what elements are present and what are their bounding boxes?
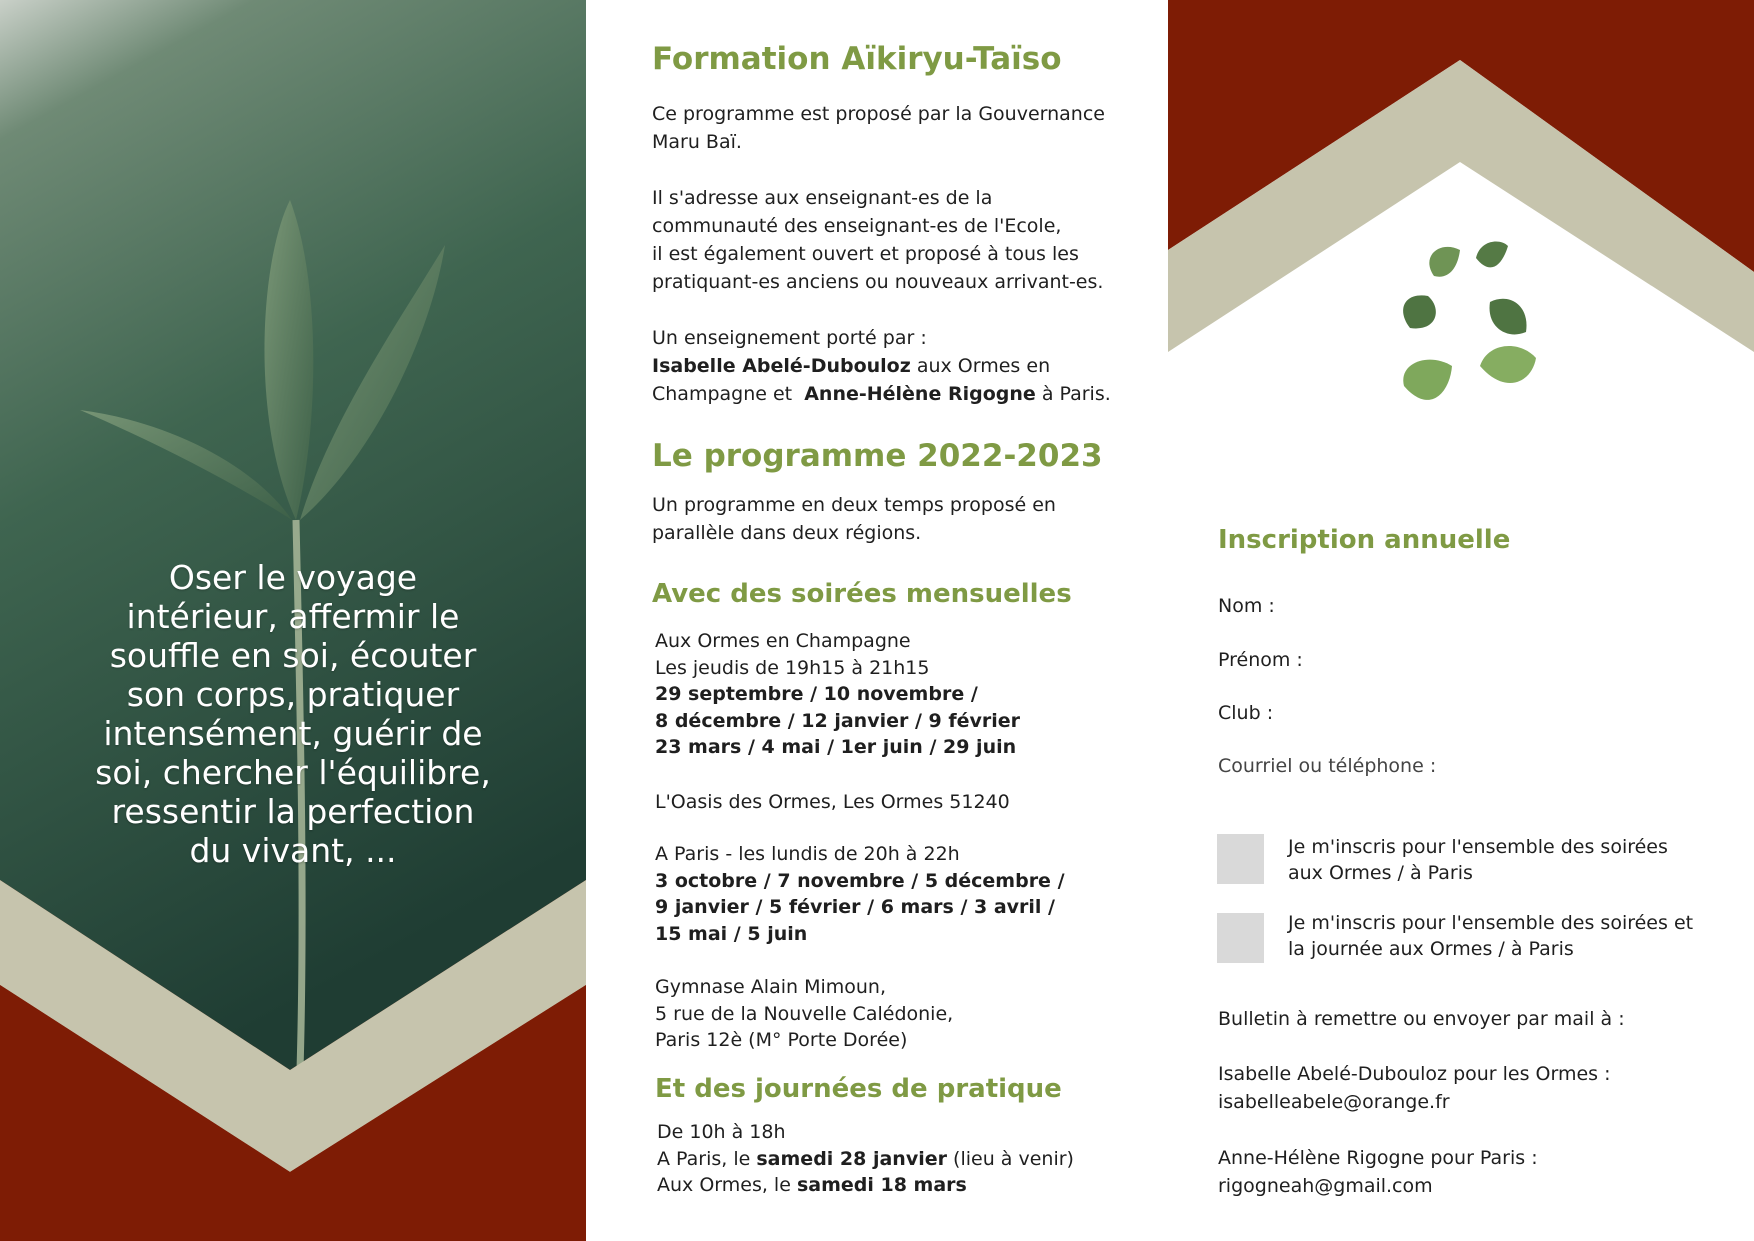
- practice-date: samedi 18 mars: [796, 1174, 967, 1196]
- option2-checkbox[interactable]: [1217, 913, 1264, 963]
- program-title: Le programme 2022-2023: [652, 438, 1103, 474]
- contact-name: Anne-Hélène Rigogne pour Paris :: [1218, 1147, 1538, 1169]
- ormes-hours: Les jeudis de 19h15 à 21h15: [655, 656, 930, 679]
- contact-name: Isabelle Abelé-Dubouloz pour les Ormes :: [1218, 1063, 1611, 1085]
- ormes-place: Aux Ormes en Champagne: [655, 630, 911, 652]
- option1-checkbox[interactable]: [1217, 834, 1264, 884]
- tagline-line: soi, chercher l'équilibre,: [95, 753, 491, 792]
- option2-label: [1288, 910, 1693, 962]
- intro-line: Ce programme est proposé par la Gouvernance: [652, 103, 1105, 125]
- address-line: 5 rue de la Nouvelle Calédonie,: [655, 1002, 954, 1025]
- program-text: [652, 491, 1056, 547]
- registration-title: Inscription annuelle: [1218, 525, 1511, 555]
- audience-text: [652, 184, 1103, 296]
- leaf-icon: [1403, 360, 1452, 400]
- tagline-line: intensément, guérir de: [103, 714, 483, 753]
- option-line: Je m'inscris pour l'ensemble des soirées et: [1288, 912, 1694, 934]
- paris-dates: 9 janvier / 5 février / 6 mars / 3 avril /: [655, 896, 1055, 918]
- teachers-text: [652, 324, 1111, 408]
- program-panel: [586, 0, 1168, 1241]
- audience-line: il est également ouvert et proposé à tous les: [652, 243, 1079, 265]
- practice-details: [657, 1119, 1074, 1199]
- leaf-icon: [1476, 242, 1508, 268]
- teachers-line: [652, 352, 1111, 380]
- tagline-line: son corps, pratiquer: [126, 675, 460, 714]
- program-line: parallèle dans deux régions.: [652, 522, 922, 544]
- contact-email-link[interactable]: rigogneah@gmail.com: [1218, 1175, 1433, 1197]
- paris-hours: A Paris - les lundis de 20h à 22h: [655, 843, 960, 865]
- tagline-line: Oser le voyage: [168, 558, 418, 597]
- address-line: Paris 12è (M° Porte Dorée): [655, 1029, 908, 1051]
- practice-prefix: A Paris, le: [657, 1147, 757, 1170]
- teacher-name: Isabelle Abelé-Dubouloz: [652, 355, 911, 377]
- ormes-schedule: [655, 628, 1020, 761]
- option-line: la journée aux Ormes / à Paris: [1288, 938, 1574, 960]
- intro-text: [652, 100, 1105, 156]
- field-prenom: Prénom :: [1218, 649, 1303, 671]
- teacher-name: Anne-Hélène Rigogne: [804, 383, 1036, 405]
- tagline-line: ressentir la perfection: [111, 792, 475, 831]
- audience-line: pratiquant-es anciens ou nouveaux arrivant-es.: [652, 271, 1104, 293]
- teacher-place: aux Ormes en: [910, 355, 1051, 377]
- field-nom: Nom :: [1218, 595, 1275, 617]
- practice-hours: De 10h à 18h: [657, 1121, 786, 1143]
- audience-line: Il s'adresse aux enseignant-es de la: [652, 187, 993, 209]
- practice-suffix: (lieu à venir): [947, 1147, 1074, 1170]
- contact-email-link[interactable]: isabelleabele@orange.fr: [1218, 1091, 1450, 1113]
- practice-title: Et des journées de pratique: [655, 1074, 1062, 1104]
- leaf-icon: [1403, 295, 1436, 328]
- option-line: Je m'inscris pour l'ensemble des soirées: [1288, 836, 1668, 858]
- option-line: aux Ormes / à Paris: [1288, 862, 1473, 884]
- tagline-line: intérieur, affermir le: [126, 597, 460, 636]
- cover-panel: [0, 0, 586, 1241]
- teacher-place: à Paris.: [1035, 383, 1111, 405]
- program-line: Un programme en deux temps proposé en: [652, 494, 1056, 516]
- paris-schedule: [655, 841, 1065, 947]
- registration-panel: [1168, 0, 1754, 1241]
- practice-date: samedi 28 janvier: [756, 1147, 947, 1170]
- leaf-icon: [1490, 299, 1527, 335]
- ormes-dates: 29 septembre / 10 novembre /: [655, 683, 978, 705]
- field-contact: Courriel ou téléphone :: [1218, 755, 1437, 777]
- practice-ormes: [657, 1172, 1074, 1199]
- teachers-intro: Un enseignement porté par :: [652, 327, 927, 349]
- teachers-line: [652, 380, 1111, 408]
- page-title: Formation Aïkiryu-Taïso: [652, 41, 1062, 77]
- tagline: [60, 558, 526, 870]
- ormes-dates: 23 mars / 4 mai / 1er juin / 29 juin: [655, 736, 1017, 758]
- bulletin-text: Bulletin à remettre ou envoyer par mail à :: [1218, 1008, 1625, 1030]
- monthly-title: Avec des soirées mensuelles: [652, 579, 1072, 609]
- tagline-line: souffle en soi, écouter: [109, 636, 477, 675]
- practice-paris: [657, 1146, 1074, 1173]
- address-line: Gymnase Alain Mimoun,: [655, 976, 886, 998]
- teacher-place: Champagne et: [652, 383, 805, 405]
- leaf-icon: [1429, 247, 1460, 277]
- tagline-line: du vivant, ...: [189, 831, 397, 870]
- paris-dates: 15 mai / 5 juin: [655, 922, 808, 945]
- intro-line: Maru Baï.: [652, 131, 742, 153]
- practice-prefix: Aux Ormes, le: [657, 1174, 797, 1196]
- leaves-logo: [1390, 236, 1550, 456]
- contact-paris: [1218, 1144, 1538, 1200]
- ormes-dates: 8 décembre / 12 janvier / 9 février: [655, 709, 1021, 732]
- option1-label: [1288, 834, 1668, 886]
- field-club: Club :: [1218, 702, 1274, 724]
- paris-address: [655, 974, 953, 1054]
- ormes-address: L'Oasis des Ormes, Les Ormes 51240: [655, 791, 1010, 813]
- audience-line: communauté des enseignant-es de l'Ecole,: [652, 215, 1062, 237]
- paris-dates: 3 octobre / 7 novembre / 5 décembre /: [655, 869, 1065, 892]
- leaf-icon: [1480, 346, 1536, 383]
- contact-ormes: [1218, 1060, 1611, 1116]
